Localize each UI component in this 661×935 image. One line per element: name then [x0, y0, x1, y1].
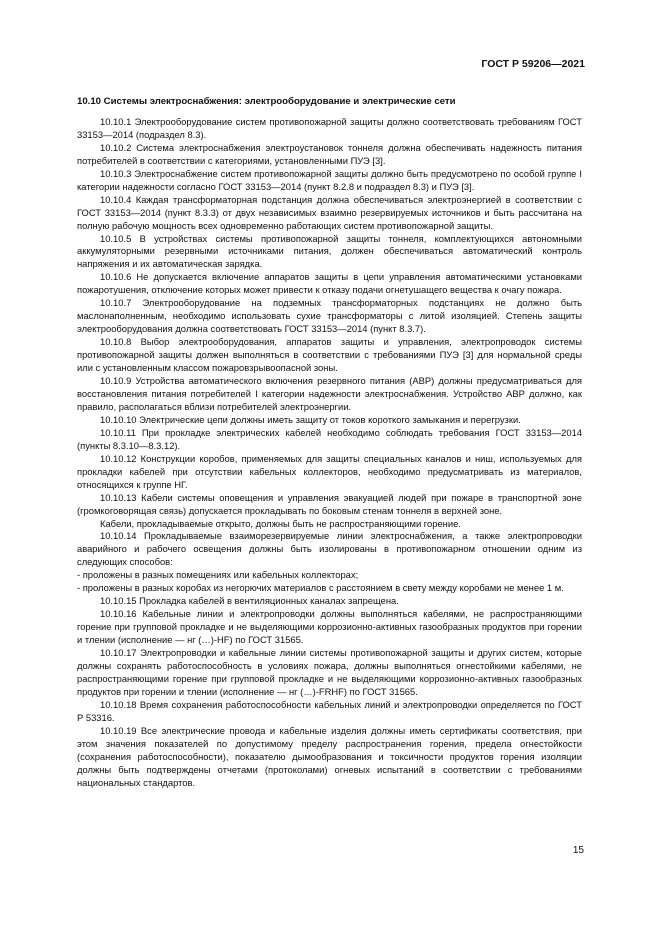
paragraph: 10.10.5 В устройствах системы противопожарной защиты тоннеля, комплектующихся автономными аккумуляторными резервными источниками питания, должен обеспечиваться автоматический контроль напряжения и их автоматическая зарядка. — [77, 232, 582, 270]
paragraph: 10.10.19 Все электрические провода и кабельные изделия должны иметь сертификаты соответствия, при этом значения показателей по допустимому пределу распространения горения, предела огнестойкости (сохранения работоспособности), показателю дымообразования и токсичности продуктов горения изоляции должны быть подтверждены отчетами (протоколами) огневых испытаний в соответствии с требованиями национальных стандартов. — [77, 724, 582, 788]
document-id: ГОСТ Р 59206—2021 — [481, 58, 585, 70]
section-content — [77, 96, 582, 790]
page-number: 15 — [572, 845, 584, 856]
paragraph: 10.10.6 Не допускается включение аппаратов защиты в цепи управления автоматическими установками пожаротушения, отключение которых может привести к отказу подачи огнетушащего вещества к очагу пожара. — [77, 271, 582, 296]
paragraph: 10.10.4 Каждая трансформаторная подстанция должна обеспечиваться электроэнергией в соответствии с ГОСТ 33153—2014 (пункт 8.3.3) от двух независимых взаимно резервируемых источников и быть рассчитана на полную рабочую мощность всех одновременно работающих систем противопожарной защиты. — [77, 193, 582, 231]
paragraph: 10.10.1 Электрооборудование систем противопожарной защиты должно соответствовать требованиям ГОСТ 33153—2014 (подраздел 8.3). — [77, 115, 582, 140]
paragraph: 10.10.10 Электрические цепи должны иметь защиту от токов короткого замыкания и перегрузки. — [100, 413, 521, 425]
paragraph: 10.10.16 Кабельные линии и электропроводки должны выполняться кабелями, не распространяющими горение при групповой прокладке и не выделяющими коррозионно-активных газообразных продуктов при горении и тлении (исполнение — нг (…)-HF) по ГОСТ 31565. — [77, 608, 582, 646]
list-item: - проложены в разных помещениях или кабельных коллекторах; — [77, 569, 359, 581]
paragraph: 10.10.9 Устройства автоматического включения резервного питания (АВР) должны предусматриваться для восстановления питания потребителей I категории надежности электроснабжения. Устройство АВР должно, как правило, располагаться вблизи потребителей электроэнергии. — [77, 375, 582, 412]
paragraph: 10.10.7 Электрооборудование на подземных трансформаторных подстанциях не должно быть маслонаполненным, необходимо использовать сухие трансформаторы с литой изоляцией. Степень защиты электрооборудования должна соответствовать ГОСТ 33153—2014 (пункт 8.3.7). — [77, 297, 582, 335]
paragraph: 10.10.11 При прокладке электрических кабелей необходимо соблюдать требования ГОСТ 33153—2014 (пункты 8.3.10—8.3.12). — [77, 426, 582, 451]
section-title: 10.10 Системы электроснабжения: электрооборудование и электрические сети — [77, 96, 456, 107]
paragraph: 10.10.12 Конструкции коробов, применяемых для защиты специальных каналов и ниш, используемых для прокладки кабелей при отсутствии кабельных коллекторов, необходимо предусматривать из материалов, относящихся к группе НГ. — [77, 452, 582, 490]
paragraph: 10.10.8 Выбор электрооборудования, аппаратов защиты и управления, электропроводок системы противопожарной защиты должен выполняться в соответствии с требованиями ПУЭ [3] для нормальной среды или с установленным классом пожаровзрывоопасной зоны. — [77, 336, 582, 374]
paragraph: 10.10.18 Время сохранения работоспособности кабельных линий и электропроводки определяется по ГОСТ Р 53316. — [77, 698, 582, 723]
paragraph: 10.10.14 Прокладываемые взаиморезервируемые линии электроснабжения, а также электропроводки аварийного и рабочего освещения должны быть изолированы в противопожарном отношении одним из следующих способов: — [77, 530, 582, 568]
paragraph: 10.10.2 Система электроснабжения электроустановок тоннеля должна обеспечивать надежность питания потребителей в соответствии с категориями, установленными ПУЭ [3]. — [77, 141, 582, 166]
paragraph: 10.10.13 Кабели системы оповещения и управления эвакуацией людей при пожаре в транспортной зоне (громкоговорящая связь) допускается прокладывать по боковым стенам тоннеля в верхней зоне. — [77, 491, 582, 516]
paragraph: 10.10.17 Электропроводки и кабельные линии системы противопожарной защиты и других систем, которые должны сохранять работоспособность в условиях пожара, должны выполняться огнестойкими кабелями, не распространяющими горение при групповой прокладке и не выделяющими коррозионно-активных газообразных продуктов при горении и тлении (исполнение — нг (…)-FRHF) по ГОСТ 31565. — [77, 647, 582, 697]
list-item: - проложены в разных коробах из негорючих материалов с расстоянием в свету между коробами не менее 1 м. — [77, 582, 564, 594]
paragraph: 10.10.15 Прокладка кабелей в вентиляционных каналах запрещена. — [100, 595, 399, 607]
paragraph: Кабели, прокладываемые открыто, должны быть не распространяющими горение. — [100, 517, 461, 529]
paragraph: 10.10.3 Электроснабжение систем противопожарной защиты должно быть предусмотрено по особой группе I категории надежности согласно ГОСТ 33153—2014 (пункт 8.2.8 и подраздел 8.3) и ПУЭ [3]. — [77, 167, 582, 192]
